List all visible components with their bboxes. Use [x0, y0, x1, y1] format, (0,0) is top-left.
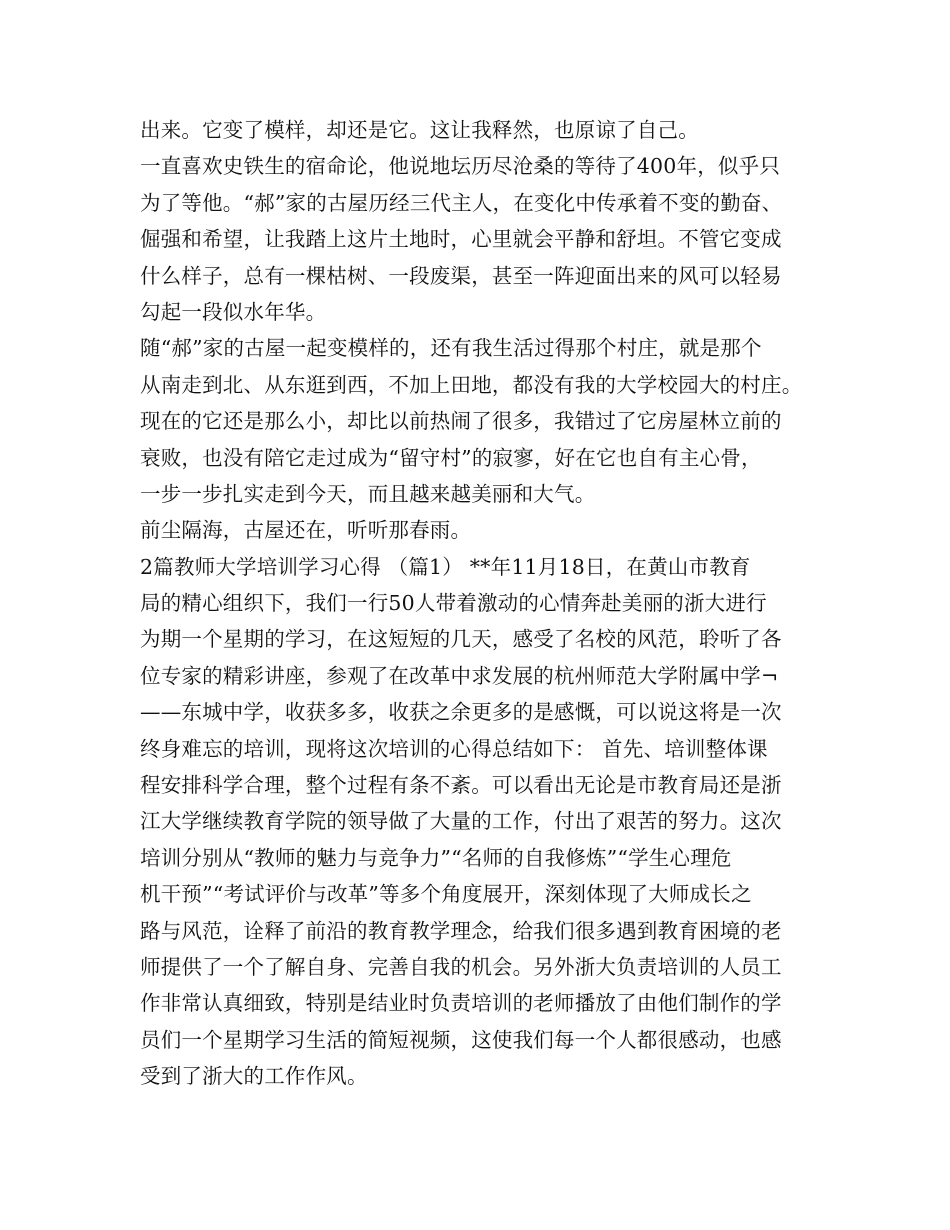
text-line: 终身难忘的培训，现将这次培训的心得总结如下： 首先、培训整体课 — [140, 736, 768, 761]
text-line: 员们一个星期学习生活的简短视频，这使我们每一个人都很感动，也感 — [140, 1027, 782, 1052]
text-line: 前尘隔海，古屋还在，听听那春雨。 — [140, 518, 472, 543]
text-line: 一直喜欢史铁生的宿命论，他说地坛历尽沧桑的等待了400年，似乎只 — [140, 154, 781, 179]
text-line: 位专家的精彩讲座，参观了在改革中求发展的杭州师范大学附属中学¬ — [140, 663, 779, 688]
text-line: 2篇教师大学培训学习心得 （篇1） **年11月18日，在黄山市教育 — [140, 554, 751, 579]
text-line: 程安排科学合理，整个过程有条不紊。可以看出无论是市教育局还是浙 — [140, 773, 782, 798]
text-line: 师提供了一个了解自身、完善自我的机会。另外浙大负责培训的人员工 — [140, 954, 782, 979]
text-line: 倔强和希望，让我踏上这片土地时，心里就会平静和舒坦。不管它变成 — [140, 227, 782, 252]
text-line: 什么样子，总有一棵枯树、一段废渠，甚至一阵迎面出来的风可以轻易 — [140, 263, 782, 288]
text-line: 现在的它还是那么小，却比以前热闹了很多，我错过了它房屋林立前的 — [140, 409, 782, 434]
text-line: 作非常认真细致，特别是结业时负责培训的老师播放了由他们制作的学 — [140, 991, 782, 1016]
text-line: 随“郝”家的古屋一起变模样的，还有我生活过得那个村庄，就是那个 — [140, 336, 762, 361]
text-line: 局的精心组织下，我们一行50人带着激动的心情奔赴美丽的浙大进行 — [140, 591, 767, 616]
text-line: 江大学继续教育学院的领导做了大量的工作，付出了艰苦的努力。这次 — [140, 809, 782, 834]
text-line: 受到了浙大的工作作风。 — [140, 1064, 368, 1089]
document-body — [140, 112, 820, 1095]
text-line: 路与风范，诠释了前沿的教育教学理念，给我们很多遇到教育困境的老 — [140, 918, 782, 943]
text-line: 为期一个星期的学习，在这短短的几天，感受了名校的风范，聆听了各 — [140, 627, 782, 652]
text-line: 机干预”“考试评价与改革”等多个角度展开，深刻体现了大师成长之 — [140, 882, 752, 907]
text-line: 一步一步扎实走到今天，而且越来越美丽和大气。 — [140, 481, 596, 506]
text-line: 出来。它变了模样，却还是它。这让我释然，也原谅了自己。 — [140, 118, 699, 142]
text-line: 为了等他。“郝”家的古屋历经三代主人，在变化中传承着不变的勤奋、 — [140, 190, 783, 215]
text-line: 培训分别从“教师的魅力与竞争力”“名师的自我修炼”“学生心理危 — [140, 845, 732, 870]
text-line: 衰败，也没有陪它走过成为“留守村”的寂寥，好在它也自有主心骨， — [140, 445, 762, 470]
text-line: 从南走到北、从东逛到西，不加上田地，都没有我的大学校园大的村庄。 — [140, 372, 803, 397]
text-line: ——东城中学，收获多多，收获之余更多的是感慨，可以说这将是一次 — [140, 700, 782, 725]
text-line: 勾起一段似水年华。 — [140, 299, 327, 324]
